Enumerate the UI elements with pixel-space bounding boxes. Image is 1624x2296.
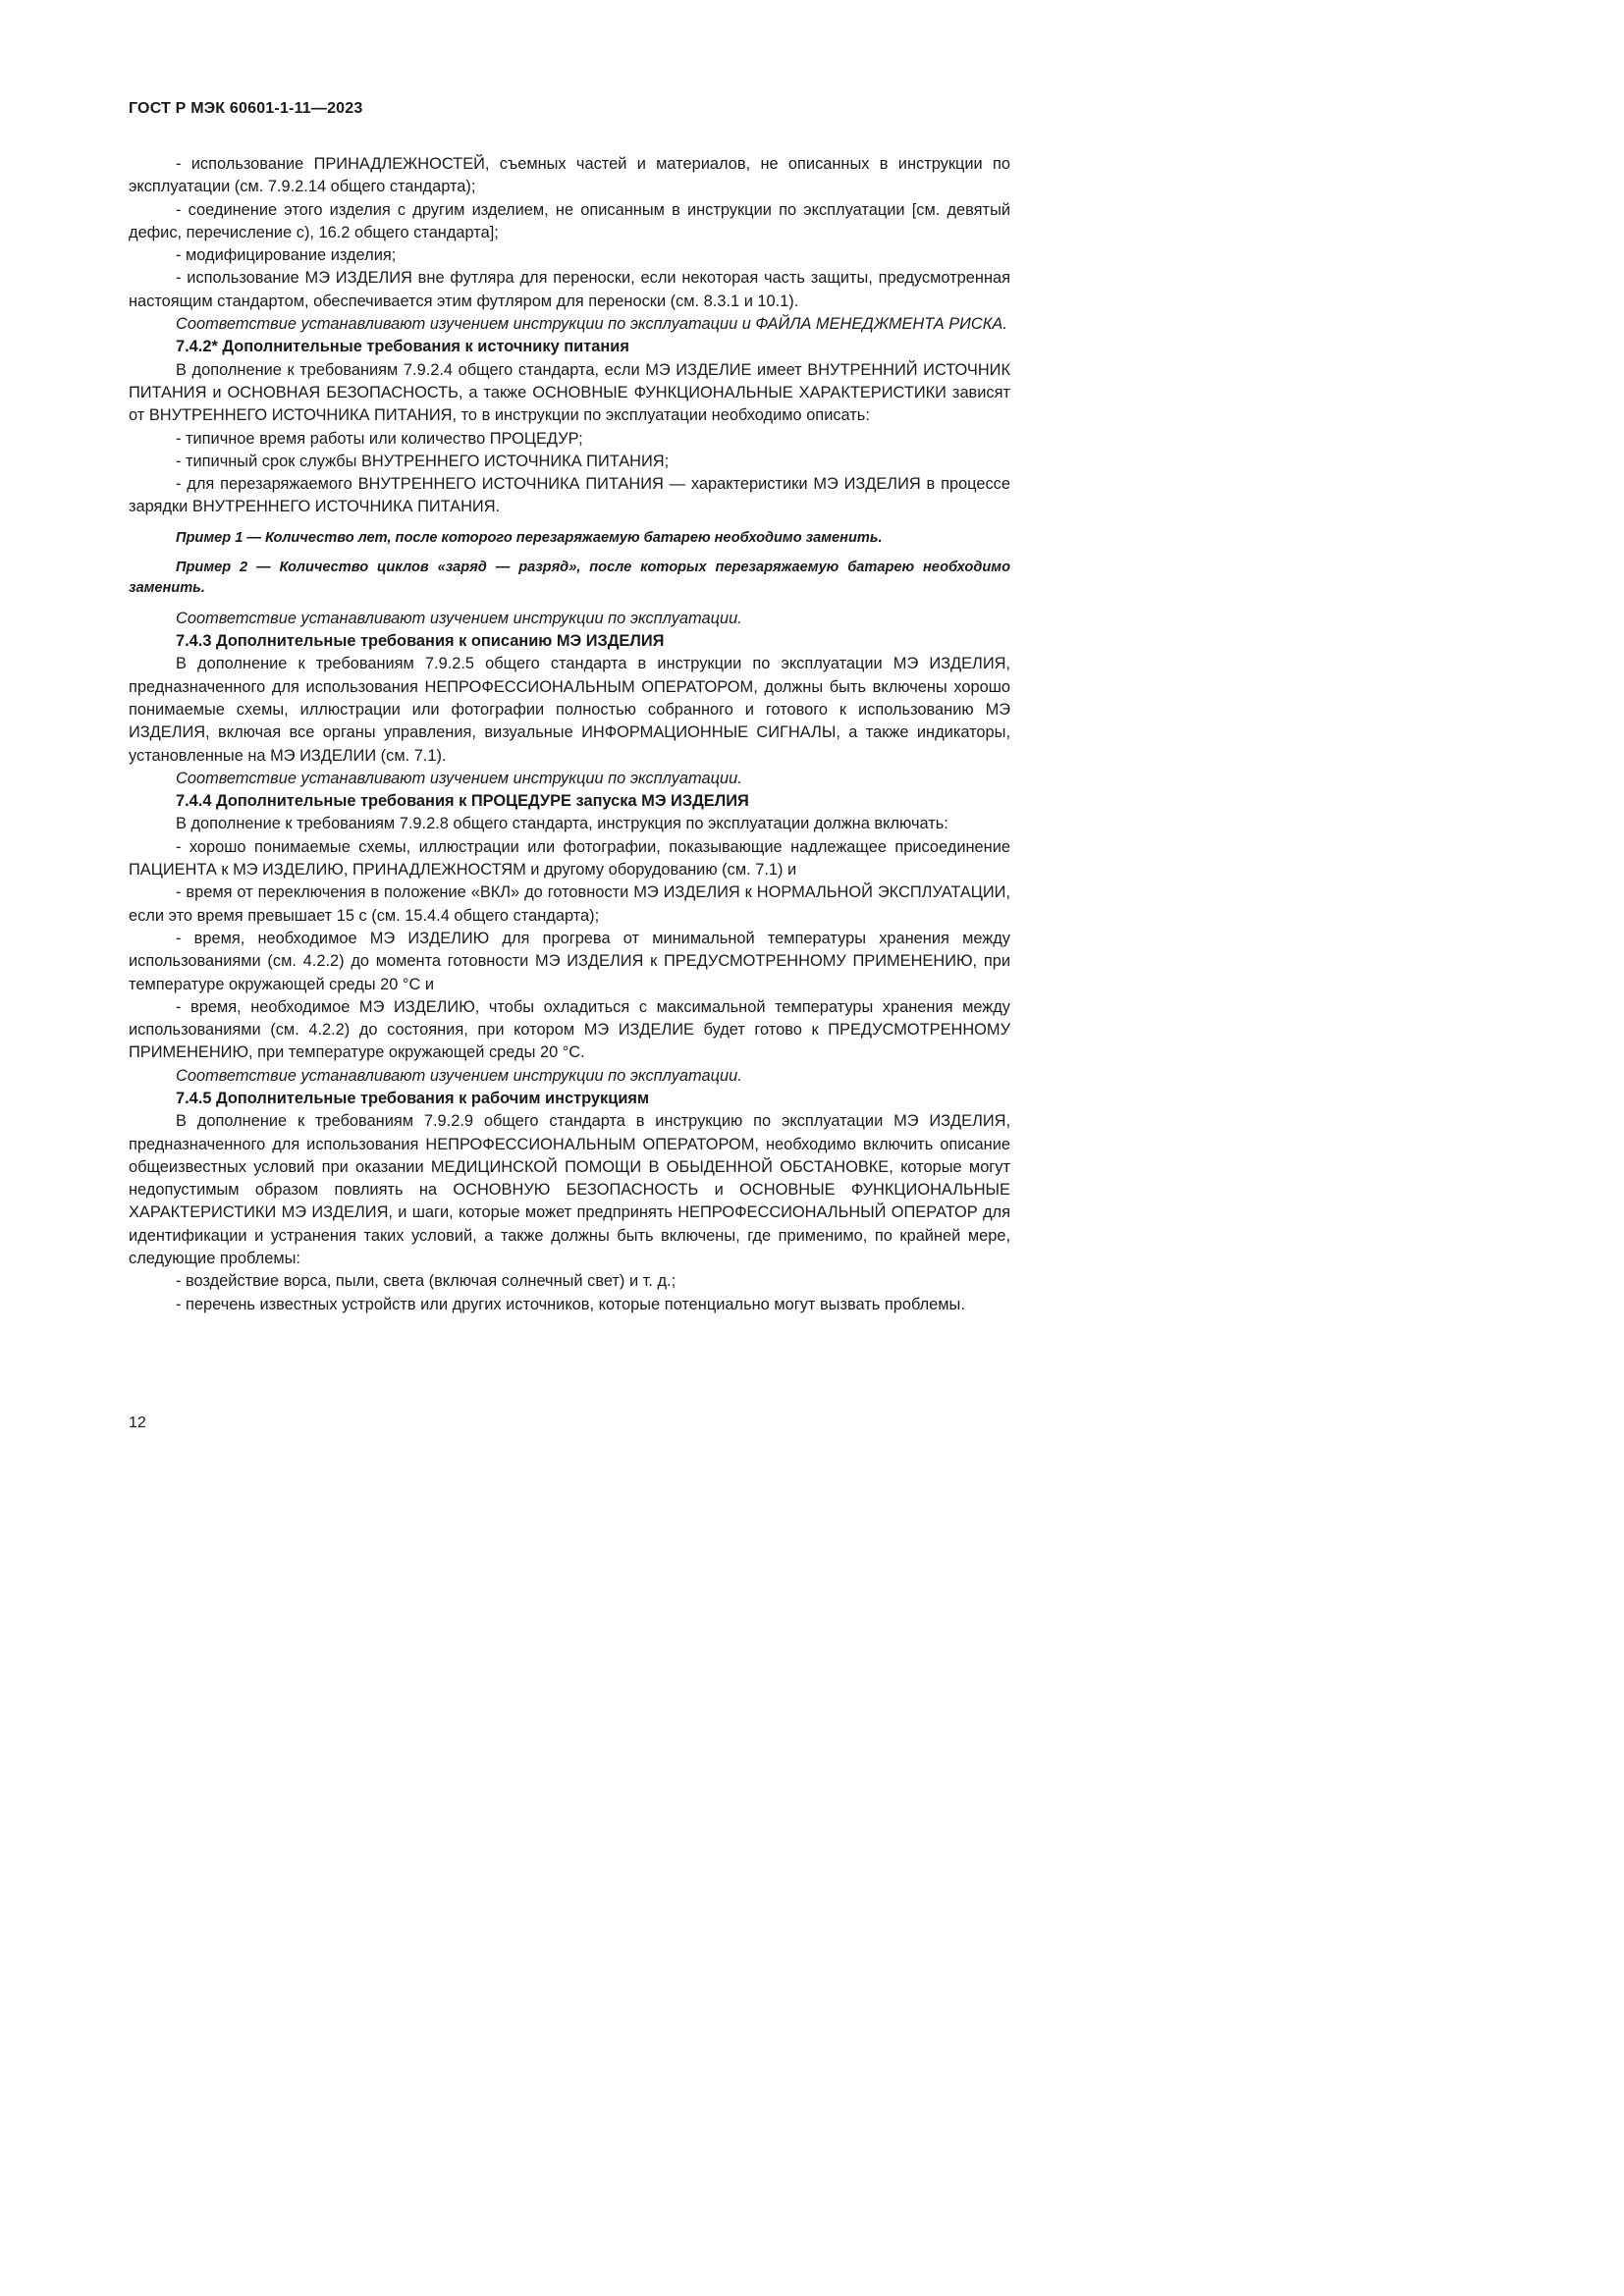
body-paragraph: - типичное время работы или количество ПРОЦЕДУР; — [176, 429, 583, 448]
document-page — [0, 0, 1080, 1527]
example-note: Пример 2 — Количество циклов «заряд — разряд», после которых перезаряжаемую батарею необходимо заменить. — [129, 559, 1010, 596]
body-paragraph: - время от переключения в положение «ВКЛ» до готовности МЭ ИЗДЕЛИЯ к НОРМАЛЬНОЙ ЭКСПЛУАТАЦИИ, если это время превышает 15 с (см. 15.4.4 общего стандарта); — [129, 883, 1010, 925]
body-paragraph: В дополнение к требованиям 7.9.2.9 общего стандарта в инструкцию по эксплуатации МЭ ИЗДЕЛИЯ, предназначенного для использования НЕПРОФЕССИОНАЛЬНЫМ ОПЕРАТОРОМ, необходимо включить описание общеизвестных условий при оказании МЕДИЦИНСКОЙ ПОМОЩИ В ОБЫДЕННОЙ ОБСТАНОВКЕ, которые могут недопустимым образом повлиять на ОСНОВНУЮ БЕЗОПАСНОСТЬ и ОСНОВНЫЕ ФУНКЦИОНАЛЬНЫЕ ХАРАКТЕРИСТИКИ МЭ ИЗДЕЛИЯ, и шаги, которые может предпринять НЕПРОФЕССИОНАЛЬНЫЙ ОПЕРАТОР для идентификации и устранения таких условий, а также должны быть включены, где применимо, по крайней мере, следующие проблемы: — [129, 1112, 1010, 1268]
compliance-note: Соответствие устанавливают изучением инструкции по эксплуатации. — [176, 1066, 742, 1085]
page-number: 12 — [129, 1415, 146, 1431]
document-body — [129, 153, 1010, 1316]
body-paragraph: - хорошо понимаемые схемы, иллюстрации или фотографии, показывающие надлежащее присоединение ПАЦИЕНТА к МЭ ИЗДЕЛИЮ, ПРИНАДЛЕЖНОСТЯМ и другому оборудованию (см. 7.1) и — [129, 837, 1010, 880]
body-paragraph: - типичный срок службы ВНУТРЕННЕГО ИСТОЧНИКА ПИТАНИЯ; — [176, 452, 670, 470]
body-paragraph: В дополнение к требованиям 7.9.2.8 общего стандарта, инструкция по эксплуатации должна включать: — [176, 815, 948, 833]
example-note: Пример 1 — Количество лет, после которого перезаряжаемую батарею необходимо заменить. — [176, 529, 883, 546]
body-paragraph: - время, необходимое МЭ ИЗДЕЛИЮ для прогрева от минимальной температуры хранения между использованиями (см. 4.2.2) до момента готовности МЭ ИЗДЕЛИЯ к ПРЕДУСМОТРЕННОМУ ПРИМЕНЕНИЮ, при температуре окружающей среды 20 °С и — [129, 929, 1010, 993]
body-paragraph: - время, необходимое МЭ ИЗДЕЛИЮ, чтобы охладиться с максимальной температуры хранения между использованиями (см. 4.2.2) до состояния, при котором МЭ ИЗДЕЛИЕ будет готово к ПРЕДУСМОТРЕННОМУ ПРИМЕНЕНИЮ, при температуре окружающей среды 20 °С. — [129, 997, 1010, 1062]
body-paragraph: - модифицирование изделия; — [176, 246, 397, 265]
body-paragraph: - воздействие ворса, пыли, света (включая солнечный свет) и т. д.; — [176, 1272, 677, 1291]
body-paragraph: В дополнение к требованиям 7.9.2.5 общего стандарта в инструкции по эксплуатации МЭ ИЗДЕЛИЯ, предназначенного для использования НЕПРОФЕССИОНАЛЬНЫМ ОПЕРАТОРОМ, должны быть включены хорошо понимаемые схемы, иллюстрации или фотографии полностью собранного и готового к использованию МЭ ИЗДЕЛИЯ, включая все органы управления, визуальные ИНФОРМАЦИОННЫЕ СИГНАЛЫ, а также индикаторы, установленные на МЭ ИЗДЕЛИИ (см. 7.1). — [129, 655, 1010, 765]
body-paragraph: В дополнение к требованиям 7.9.2.4 общего стандарта, если МЭ ИЗДЕЛИЕ имеет ВНУТРЕННИЙ ИСТОЧНИК ПИТАНИЯ и ОСНОВНАЯ БЕЗОПАСНОСТЬ, а также ОСНОВНЫЕ ФУНКЦИОНАЛЬНЫЕ ХАРАКТЕРИСТИКИ зависят от ВНУТРЕННЕГО ИСТОЧНИКА ПИТАНИЯ, то в инструкции по эксплуатации необходимо описать: — [129, 360, 1010, 425]
section-heading: 7.4.5 Дополнительные требования к рабочим инструкциям — [176, 1089, 650, 1107]
compliance-note: Соответствие устанавливают изучением инструкции по эксплуатации. — [176, 609, 742, 627]
compliance-note: Соответствие устанавливают изучением инструкции по эксплуатации и ФАЙЛА МЕНЕДЖМЕНТА РИСКА. — [176, 315, 1007, 334]
body-paragraph: - для перезаряжаемого ВНУТРЕННЕГО ИСТОЧНИКА ПИТАНИЯ — характеристики МЭ ИЗДЕЛИЯ в процессе зарядки ВНУТРЕННЕГО ИСТОЧНИКА ПИТАНИЯ. — [129, 475, 1010, 516]
section-heading: 7.4.4 Дополнительные требования к ПРОЦЕДУРЕ запуска МЭ ИЗДЕЛИЯ — [176, 792, 749, 811]
section-heading: 7.4.2* Дополнительные требования к источнику питания — [176, 338, 629, 356]
body-paragraph: - перечень известных устройств или других источников, которые потенциально могут вызвать проблемы. — [176, 1295, 965, 1313]
section-heading: 7.4.3 Дополнительные требования к описанию МЭ ИЗДЕЛИЯ — [176, 632, 665, 651]
compliance-note: Соответствие устанавливают изучением инструкции по эксплуатации. — [176, 769, 742, 787]
body-paragraph: - использование ПРИНАДЛЕЖНОСТЕЙ, съемных частей и материалов, не описанных в инструкции по эксплуатации (см. 7.9.2.14 общего стандарта); — [129, 155, 1010, 196]
body-paragraph: - соединение этого изделия с другим изделием, не описанным в инструкции по эксплуатации [см. девятый дефис, перечисление с), 16.2 общего стандарта]; — [129, 200, 1010, 241]
body-paragraph: - использование МЭ ИЗДЕЛИЯ вне футляра для переноски, если некоторая часть защиты, предусмотренная настоящим стандартом, обеспечивается этим футляром для переноски (см. 8.3.1 и 10.1). — [129, 269, 1010, 310]
document-header: ГОСТ Р МЭК 60601-1-11—2023 — [129, 100, 363, 117]
